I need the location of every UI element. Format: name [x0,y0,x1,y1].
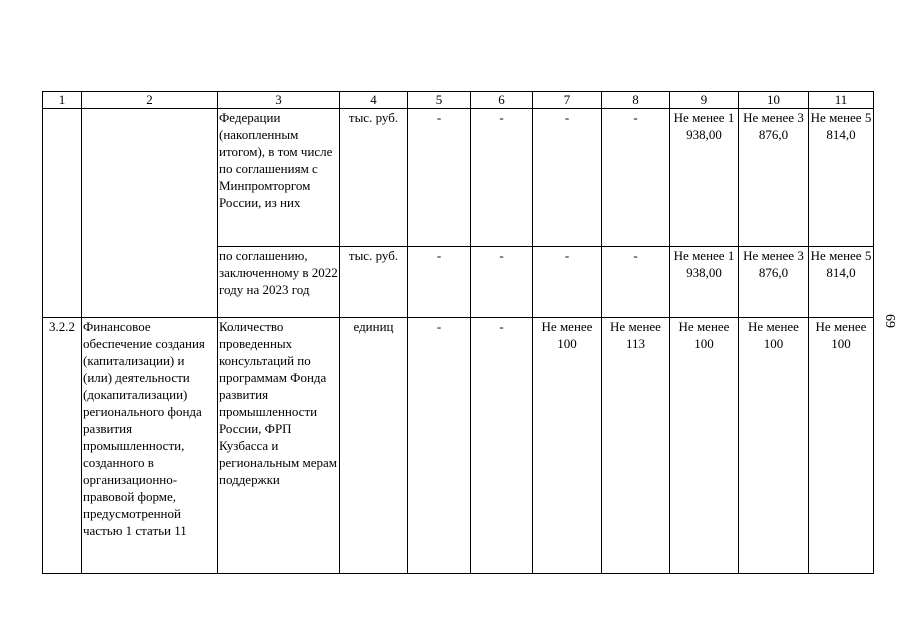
indicators-table [42,91,874,574]
value-cell: - [533,109,602,247]
page-number: 69 [882,314,897,328]
measure-cell: Финансовое обеспечение создания (капитализации) и (или) деятельности (докапитализации) регионального фонда развития промышленности, созданного в организационно-правовой форме, предусмотренной частью 1 статьи 11 [82,318,218,574]
value-cell: Не менее 100 [533,318,602,574]
value-cell: - [408,247,471,318]
value-cell: - [408,109,471,247]
header-cell: 6 [471,92,533,109]
value-cell: Не менее 3 876,0 [739,109,809,247]
indicator-cell: по соглашению, заключенному в 2022 году на 2023 год [218,247,340,318]
value-cell: - [602,109,670,247]
unit-cell: тыс. руб. [340,247,408,318]
header-cell: 8 [602,92,670,109]
code-cell: 3.2.2 [43,318,82,574]
value-cell: Не менее 3 876,0 [739,247,809,318]
value-cell: Не менее 100 [739,318,809,574]
value-cell: Не менее 100 [809,318,874,574]
header-row [43,92,874,109]
header-cell: 3 [218,92,340,109]
header-cell: 11 [809,92,874,109]
table-row [43,109,874,247]
value-cell: - [471,247,533,318]
header-cell: 10 [739,92,809,109]
value-cell: Не менее 5 814,0 [809,109,874,247]
value-cell: Не менее 113 [602,318,670,574]
measure-cell [82,109,218,318]
header-cell: 7 [533,92,602,109]
header-cell: 4 [340,92,408,109]
value-cell: - [602,247,670,318]
code-cell [43,109,82,318]
table-row [43,318,874,574]
header-cell: 1 [43,92,82,109]
header-cell: 5 [408,92,471,109]
value-cell: Не менее 100 [670,318,739,574]
value-cell: - [471,318,533,574]
unit-cell: единиц [340,318,408,574]
indicator-cell: Федерации (накопленным итогом), в том числе по соглашениям с Минпромторгом России, из них [218,109,340,247]
value-cell: Не менее 5 814,0 [809,247,874,318]
header-cell: 2 [82,92,218,109]
unit-cell: тыс. руб. [340,109,408,247]
value-cell: - [408,318,471,574]
value-cell: - [471,109,533,247]
header-cell: 9 [670,92,739,109]
indicator-cell: Количество проведенных консультаций по программам Фонда развития промышленности России, ФРП Кузбасса и региональным мерам поддержки [218,318,340,574]
value-cell: Не менее 1 938,00 [670,109,739,247]
value-cell: Не менее 1 938,00 [670,247,739,318]
value-cell: - [533,247,602,318]
